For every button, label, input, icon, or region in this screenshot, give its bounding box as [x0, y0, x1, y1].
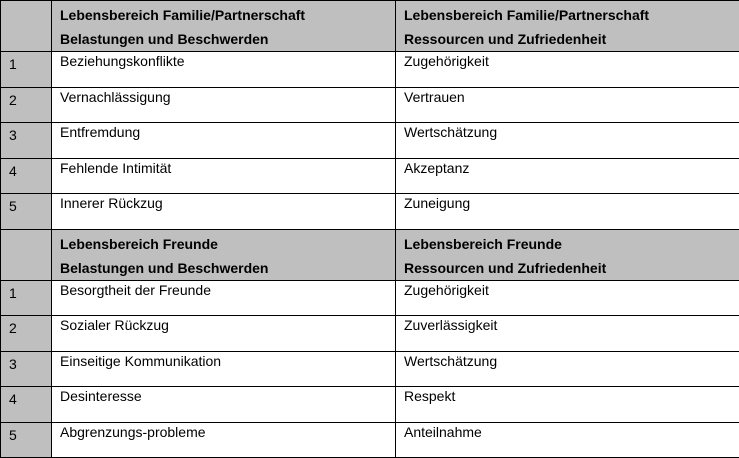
burden-cell: Besorgtheit der Freunde	[52, 280, 396, 316]
burden-cell: Desinteresse	[52, 387, 396, 423]
friends-resources-title: Lebensbereich Freunde	[404, 235, 562, 252]
row-number: 5	[1, 422, 52, 458]
row-number: 1	[1, 52, 52, 88]
table-row	[1, 316, 739, 352]
family-burdens-title: Lebensbereich Familie/Partnerschaft	[60, 7, 306, 23]
family-resources-subtitle: Ressourcen und Zufriedenheit	[404, 31, 607, 47]
table-row	[1, 194, 739, 230]
family-burdens-header	[52, 1, 396, 52]
resource-cell: Wertschätzung	[396, 351, 739, 387]
row-number: 3	[1, 123, 52, 159]
family-section-header-row	[1, 1, 739, 52]
burden-cell: Abgrenzungs-probleme	[52, 422, 396, 458]
table-row	[1, 422, 739, 458]
table-row	[1, 87, 739, 123]
row-number: 2	[1, 87, 52, 123]
row-number: 2	[1, 316, 52, 352]
resource-cell: Zugehörigkeit	[396, 280, 739, 316]
table-row	[1, 123, 739, 159]
table-row	[1, 52, 739, 88]
row-number: 4	[1, 158, 52, 194]
resource-cell: Zugehörigkeit	[396, 52, 739, 88]
row-number: 1	[1, 280, 52, 316]
row-number: 4	[1, 387, 52, 423]
burden-cell: Fehlende Intimität	[52, 158, 396, 194]
friends-burdens-title: Lebensbereich Freunde	[60, 235, 218, 252]
friends-burdens-header	[52, 229, 396, 280]
family-header-number-cell	[1, 1, 52, 52]
friends-burdens-subtitle: Belastungen und Beschwerden	[60, 259, 269, 276]
resource-cell: Anteilnahme	[396, 422, 739, 458]
family-resources-title: Lebensbereich Familie/Partnerschaft	[404, 7, 650, 23]
family-burdens-subtitle: Belastungen und Beschwerden	[60, 31, 269, 47]
table-row	[1, 387, 739, 423]
friends-resources-subtitle: Ressourcen und Zufriedenheit	[404, 259, 607, 276]
table-row	[1, 351, 739, 387]
burden-cell: Beziehungskonflikte	[52, 52, 396, 88]
resource-cell: Respekt	[396, 387, 739, 423]
burden-cell: Vernachlässigung	[52, 87, 396, 123]
friends-section-header-row	[1, 229, 739, 280]
row-number: 3	[1, 351, 52, 387]
resource-cell: Zuverlässigkeit	[396, 316, 739, 352]
burden-cell: Einseitige Kommunikation	[52, 351, 396, 387]
resource-cell: Vertrauen	[396, 87, 739, 123]
burden-cell: Entfremdung	[52, 123, 396, 159]
row-number: 5	[1, 194, 52, 230]
table-row	[1, 158, 739, 194]
friends-header-number-cell	[1, 229, 52, 280]
resource-cell: Wertschätzung	[396, 123, 739, 159]
burden-cell: Innerer Rückzug	[52, 194, 396, 230]
table-row	[1, 280, 739, 316]
friends-resources-header	[396, 229, 739, 280]
resource-cell: Zuneigung	[396, 194, 739, 230]
family-resources-header	[396, 1, 739, 52]
resource-cell: Akzeptanz	[396, 158, 739, 194]
burden-cell: Sozialer Rückzug	[52, 316, 396, 352]
